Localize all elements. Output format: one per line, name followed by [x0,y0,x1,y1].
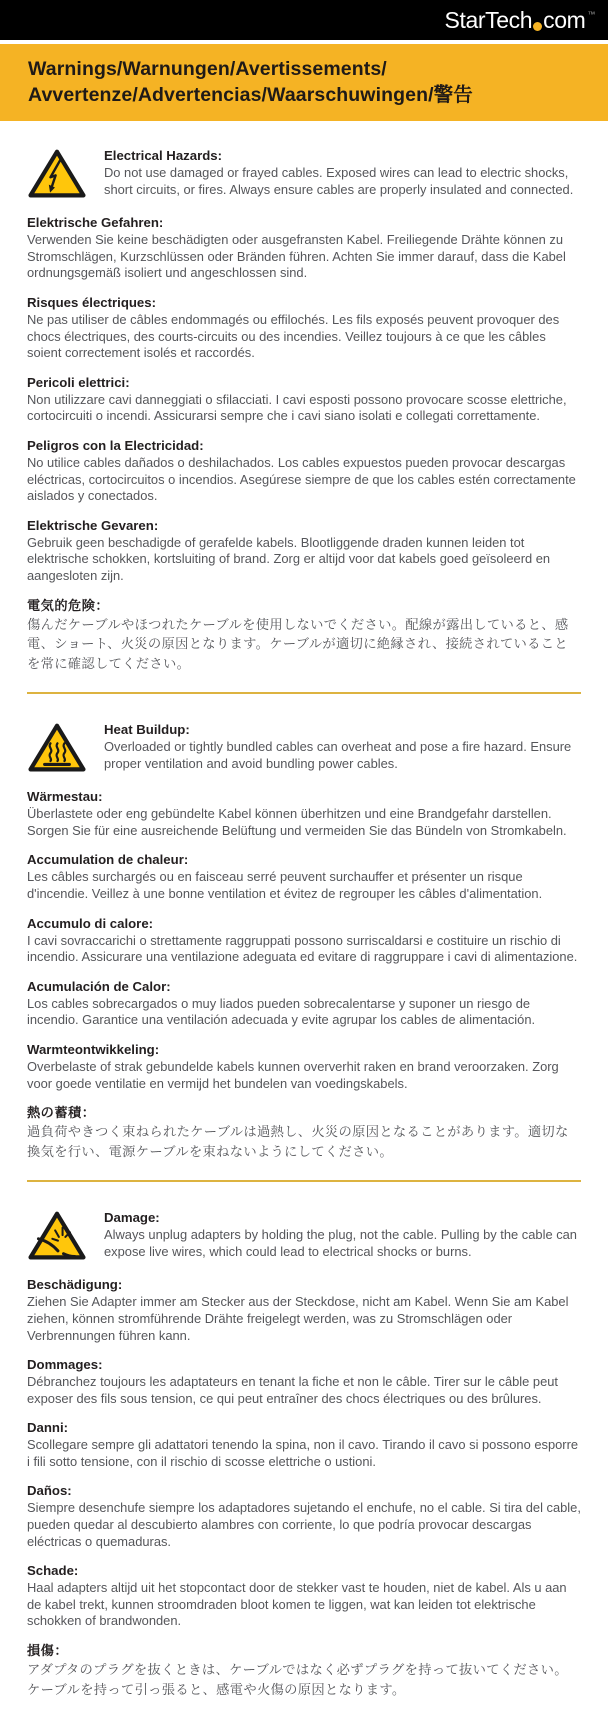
section-lead [27,1209,581,1272]
logo-dot-icon [533,22,542,31]
warning-text: Débranchez toujours les adaptateurs en tenant la fiche et non le câble. Tirer sur le câble peut exposer des fils sous tension, ce qui peut entraîner des chocs électriques ou des brûlures. [27,1374,558,1406]
warning-block-ja [27,1642,581,1699]
section-divider [27,1180,581,1182]
warnings-title-banner [0,44,608,121]
warning-heading: Pericoli elettrici: [27,374,130,390]
warning-block-en [104,1209,581,1260]
warning-heading: 電気的危険： [27,597,110,613]
warning-block-nl [27,517,581,585]
warning-heading: Acumulación de Calor: [27,978,171,994]
warning-block-es [27,437,581,505]
warning-text: Les câbles surchargés ou en faisceau serré peuvent surchauffer et présenter un risque d'incendie. Veillez à une bonne ventilation et évitez de regrouper les câbles d'alimentation. [27,869,543,901]
warning-block-en [104,721,581,772]
warning-heading: Beschädigung: [27,1277,123,1293]
warning-text: Scollegare sempre gli adattatori tenendo la spina, non il cavo. Tirando il cavo si possono esporre i fili sotto tensione, con il rischio di scosse elettriche o ustioni. [27,1437,579,1469]
warning-block-ja [27,597,581,674]
startech-logo [445,7,595,34]
warning-text: No utilice cables dañados o deshilachados. Los cables expuestos pueden provocar descargas eléctricas, cortocircuitos o incendios. Asegúrese siempre de que los cables estén correctamente aislados y conectados. [27,454,576,504]
warning-text: Overloaded or tightly bundled cables can overheat and pose a fire hazard. Ensure proper ventilation and avoid bundling power cables. [104,739,572,771]
warning-heading: Accumulo di calore: [27,915,154,931]
section-damage [27,1209,581,1699]
header-bar [0,0,608,40]
banner-title-line2: Avvertenze/Advertencias/Waarschuwingen/警告 [28,84,473,106]
warning-block-it [27,374,581,425]
warning-text: Always unplug adapters by holding the plug, not the cable. Pulling by the cable can expose live wires, which could lead to electrical shocks or burns. [104,1227,577,1259]
warning-block-es [27,1482,581,1550]
logo-tld-text: com [543,6,586,33]
warning-block-it [27,915,581,966]
warning-heading: Dommages: [27,1357,103,1373]
cable-damage-icon [27,1209,87,1272]
warning-text: 傷んだケーブルやほつれたケーブルを使用しないでください。配線が露出していると、感電、ショート、火災の原因となります。ケーブルが適切に絶縁され、接続されていることを常に確認してください。 [27,616,569,671]
warning-block-nl [27,1041,581,1092]
section-lead [27,721,581,784]
warning-block-nl [27,1562,581,1630]
warning-block-en [104,147,581,198]
warning-block-de [27,214,581,282]
warning-block-de [27,1276,581,1344]
warning-text: Ziehen Sie Adapter immer am Stecker aus der Steckdose, nicht am Kabel. Wenn Sie am Kabel ziehen, können stromführende Drähte freigelegt werden, was zu Stromschlägen oder Verbrennungen führen kann. [27,1294,569,1343]
warning-text: Ne pas utiliser de câbles endommagés ou effilochés. Les fils exposés peuvent provoquer des chocs électriques, des courts-circuits ou des incendies. Veillez toujours à ce que les câbles soient correctement isolés et raccordés. [27,311,560,361]
warning-heading: Accumulation de chaleur: [27,852,189,868]
logo-name-text: StarTech [444,6,533,33]
warning-heading: Schade: [27,1563,79,1579]
warning-text: Los cables sobrecargados o muy liados pueden sobrecalentarse y suponer un riesgo de incendio. Garantice una ventilación adecuada y evite agrupar los cables de alimentación. [27,995,536,1028]
warning-text: Siempre desenchufe siempre los adaptadores sujetando el enchufe, no el cable. Si tira del cable, pueden quedar al descubierto alambres con corriente, lo que podría provocar descargas eléctricas o quemaduras. [27,1500,581,1549]
warning-text: Overbelaste of strak gebundelde kabels kunnen oververhit raken en brand veroorzaken. Zorg voor goede ventilatie en vermijd het bundelen van voedingskabels. [27,1058,559,1091]
warning-text: Überlastete oder eng gebündelte Kabel können überhitzen und eine Brandgefahr darstellen. Sorgen Sie für eine ausreichende Belüftung und vermeiden Sie das Bündeln von Stromkabeln. [27,806,567,838]
section-lead [27,147,581,210]
warning-text: Haal adapters altijd uit het stopcontact door de stekker vast te houden, niet de kabel. Als u aan de kabel trekt, kunnen stroomdraden bloot komen te liggen, wat kan leiden tot elektrische schokken of brandwonden. [27,1580,567,1629]
warning-heading: Daños: [27,1483,72,1499]
warnings-content [0,121,608,1717]
warning-text: Verwenden Sie keine beschädigten oder ausgefransten Kabel. Freiliegende Drähte können zu Stromschlägen, Kurzschlüssen oder Bränden führen. Achten Sie immer darauf, dass die Kabel ordnungsgemäß isoliert und angeschlossen sind. [27,232,566,281]
warning-text: 過負荷やきつく束ねられたケーブルは過熱し、火災の原因となることがあります。適切な換気を行い、電源ケーブルを束ねないようにしてください。 [27,1124,569,1159]
warning-text: Non utilizzare cavi danneggiati o sfilacciati. I cavi esposti possono provocare scosse elettriche, cortocircuiti o incendi. Assicurarsi sempre che i cavi siano isolati e collegati correttamente. [27,391,567,424]
electrical-hazard-icon [27,147,87,210]
warning-text: I cavi sovraccarichi o strettamente raggruppati possono surriscaldarsi e costituire un rischio di incendio. Assicurare una ventilazione adeguata ed evitare di raggruppare i cavi di alimentazione. [27,932,578,965]
banner-title-line1: Warnings/Warnungen/Avertissements/ [28,58,387,80]
warning-block-fr [27,851,581,902]
warning-heading: Warmteontwikkeling: [27,1041,160,1057]
warning-text: Gebruik geen beschadigde of gerafelde kabels. Blootliggende draden kunnen leiden tot elektrische schokken, kortsluiting of brand. Zorg er altijd voor dat kabels goed geïsoleerd en aangesloten zijn. [27,534,551,583]
heat-buildup-icon [27,721,87,784]
warning-text: Do not use damaged or frayed cables. Exposed wires can lead to electric shocks, short circuits, or fires. Always ensure cables are properly insulated and connected. [104,165,574,197]
warning-heading: Elektrische Gevaren: [27,517,159,533]
warning-heading: Damage: [104,1210,160,1226]
section-electrical-hazards [27,147,581,673]
section-divider [27,692,581,694]
warning-block-ja [27,1104,581,1161]
warning-heading: Heat Buildup: [104,722,190,737]
warning-heading: Electrical Hazards: [104,148,223,163]
warning-block-es [27,978,581,1029]
warning-block-fr [27,294,581,362]
warning-heading: 熱の蓄積： [27,1105,96,1121]
warning-block-fr [27,1356,581,1407]
warning-block-de [27,788,581,839]
warning-heading: Risques électriques: [27,294,156,310]
warning-heading: Wärmestau: [27,789,103,805]
warning-heading: Danni: [27,1420,69,1436]
warning-heading: 損傷： [27,1643,69,1659]
warning-text: アダプタのプラグを抜くときは、ケーブルではなく必ずプラグを持って抜いてください。ケーブルを持って引っ張ると、感電や火傷の原因となります。 [27,1662,568,1697]
section-heat-buildup [27,721,581,1161]
warning-heading: Peligros con la Electricidad: [27,437,204,453]
trademark-symbol: ™ [587,9,595,19]
warning-block-it [27,1419,581,1470]
warning-heading: Elektrische Gefahren: [27,215,164,231]
